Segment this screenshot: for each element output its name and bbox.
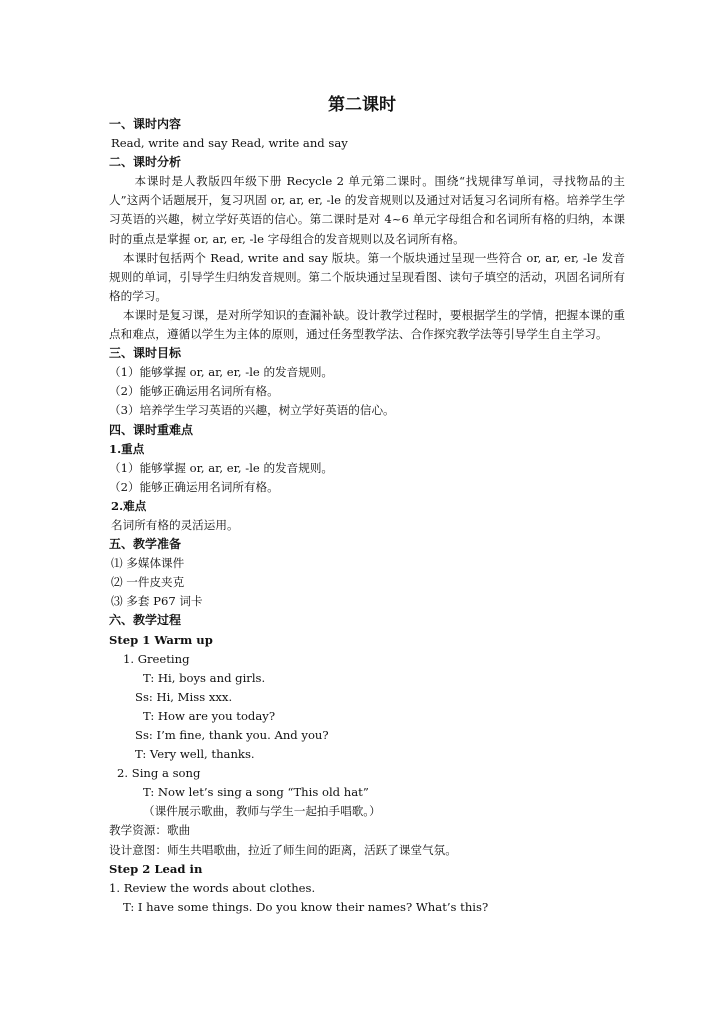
analysis-paragraph-2-text: 本课时包括两个 Read, write and say 版块。第一个版块通过呈现一些符合 or, ar, er, -le 发音规则的单词，引导学生归纳发音规则。第二个版块通过呈现看图、读句子填空的活动，巩固名词所有格的学习。 <box>109 250 625 303</box>
dialog-line: T: Very well, thanks. <box>135 747 255 762</box>
dialog-line: Ss: I’m fine, thank you. And you? <box>135 728 329 742</box>
preparation-item: ⑴ 多媒体课件 <box>111 556 185 571</box>
goal-item: （3）培养学生学习英语的兴趣，树立学好英语的信心。 <box>109 403 395 418</box>
difficulty-label: 2.难点 <box>111 498 147 513</box>
song-instruction: T: Now let’s sing a song “This old hat” <box>143 785 369 800</box>
key-point-item: （1）能够掌握 or, ar, er, -le 的发音规则。 <box>109 460 334 475</box>
goal-item: （1）能够掌握 or, ar, er, -le 的发音规则。 <box>109 365 334 380</box>
song-note: （课件展示歌曲，教师与学生一起拍手唱歌。） <box>143 804 381 819</box>
section-heading-key-points: 四、课时重难点 <box>109 422 194 437</box>
analysis-paragraph-1-text: 本课时是人教版四年级下册 Recycle 2 单元第二课时。围绕“找规律写单词，寻找物品的主人”这两个话题展开，复习巩固 or, ar, er, -le 的发音规则以及通过对话复习名词所有格。培养学生学习英语的兴趣，树立学好英语的信心。第二课时是对 4~6 单元字母组合和名词所有格的归纳，本课时的重点是掌握 or, ar, er, -le 字母组合的发音规则以及名词所有格。 <box>109 174 625 246</box>
teaching-resource: 教学资源：歌曲 <box>109 823 191 838</box>
analysis-paragraph-1 <box>109 172 625 248</box>
step2-teacher-line: T: I have some things. Do you know their names? What’s this? <box>123 899 489 914</box>
analysis-paragraph-3 <box>109 306 625 344</box>
section-heading-preparation: 五、教学准备 <box>109 537 182 552</box>
section-heading-process: 六、教学过程 <box>109 613 182 628</box>
design-intent: 设计意图：师生共唱歌曲，拉近了师生间的距离，活跃了课堂气氛。 <box>109 842 457 857</box>
dialog-line: T: How are you today? <box>143 708 276 723</box>
step1-song: 2. Sing a song <box>117 766 201 781</box>
section-heading-goals: 三、课时目标 <box>109 346 182 361</box>
step1-greeting: 1. Greeting <box>123 651 190 666</box>
section-heading-content: 一、课时内容 <box>109 117 182 131</box>
key-points-label: 1.重点 <box>109 441 145 456</box>
difficulty-text: 名词所有格的灵活运用。 <box>111 517 239 532</box>
step2-item: 1. Review the words about clothes. <box>109 880 316 895</box>
analysis-paragraph-3-text: 本课时是复习课，是对所学知识的查漏补缺。设计教学过程时，要根据学生的学情，把握本课的重点和难点，遵循以学生为主体的原则，通过任务型教学法、合作探究教学法等引导学生自主学习。 <box>109 307 625 342</box>
preparation-item: ⑶ 多套 P67 词卡 <box>111 594 203 609</box>
step1-label: Step 1 Warm up <box>109 632 213 647</box>
section-heading-analysis: 二、课时分析 <box>109 155 182 170</box>
document-body <box>109 115 625 917</box>
page-title: 第二课时 <box>328 95 396 115</box>
goal-item: （2）能够正确运用名词所有格。 <box>109 384 279 399</box>
lesson-content-text: Read, write and say Read, write and say <box>111 136 348 151</box>
preparation-item: ⑵ 一件皮夹克 <box>111 575 185 590</box>
step2-label: Step 2 Lead in <box>109 861 203 876</box>
analysis-paragraph-2 <box>109 249 625 306</box>
dialog-line: T: Hi, boys and girls. <box>143 670 266 685</box>
key-point-item: （2）能够正确运用名词所有格。 <box>109 479 279 494</box>
dialog-line: Ss: Hi, Miss xxx. <box>135 689 233 704</box>
